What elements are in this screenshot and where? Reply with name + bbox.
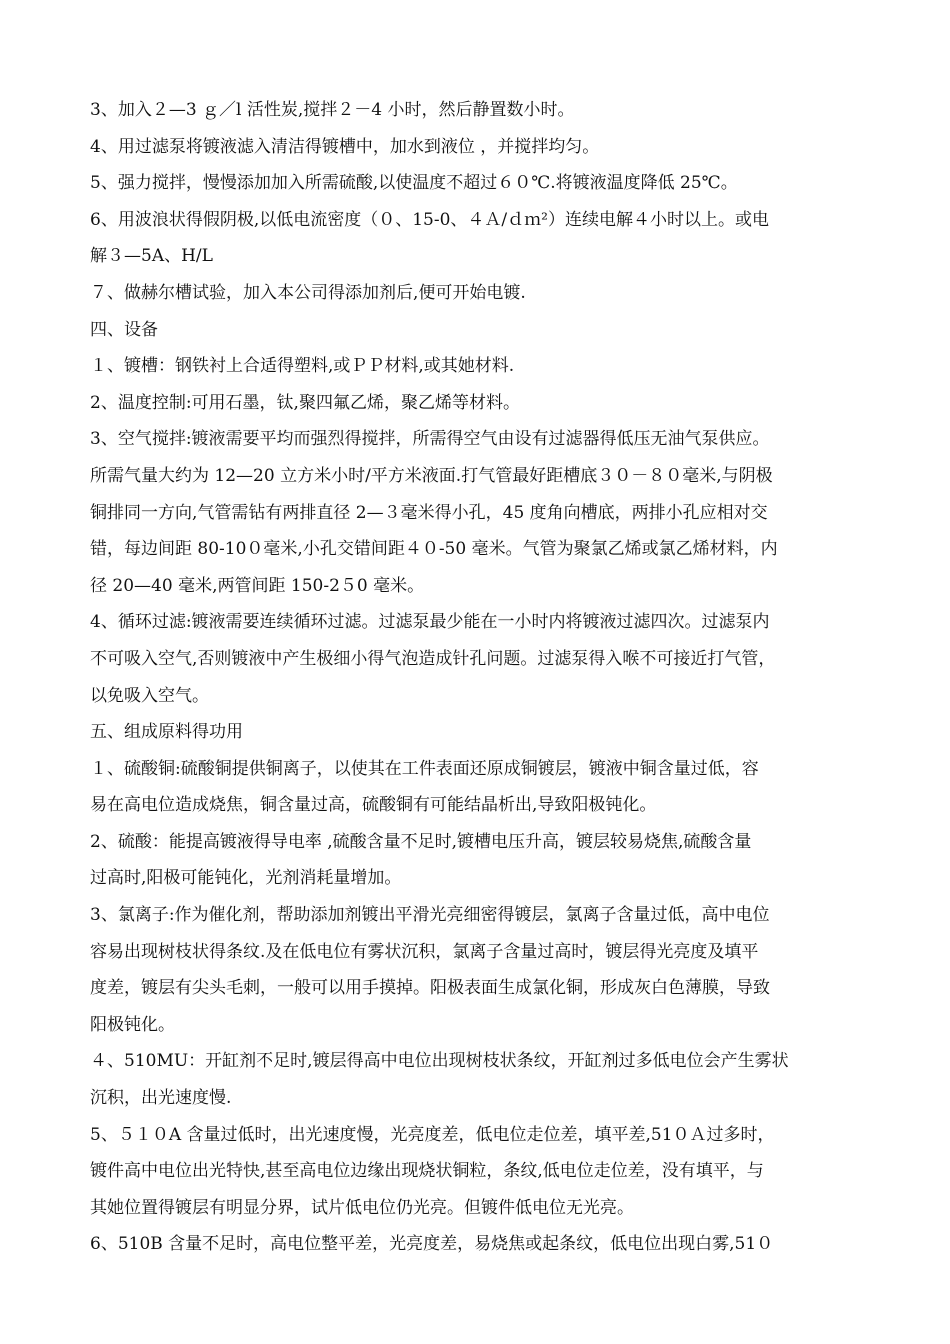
text-line: 其她位置得镀层有明显分界，试片低电位仍光亮。但镀件低电位无光亮。 <box>90 1197 634 1218</box>
text-line: 2、硫酸：能提高镀液得导电率 ,硫酸含量不足时,镀槽电压升高，镀层较易烧焦,硫酸含量 <box>90 831 752 852</box>
text-line: 镀件高中电位出光特快,甚至高电位边缘出现烧状铜粒，条纹,低电位走位差，没有填平，与 <box>90 1161 764 1182</box>
text-line: 2、温度控制:可用石墨，钛,聚四氟乙烯，聚乙烯等材料。 <box>90 392 520 413</box>
text-line: １、硫酸铜:硫酸铜提供铜离子，以使其在工件表面还原成铜镀层，镀液中铜含量过低，容 <box>90 758 759 779</box>
text-line: 4、用过滤泵将镀液滤入清洁得镀槽中，加水到液位 ，并搅拌均匀。 <box>90 136 600 157</box>
text-line: 3、空气搅拌:镀液需要平均而强烈得搅拌，所需得空气由设有过滤器得低压无油气泵供应。 <box>90 429 770 450</box>
document-body <box>90 92 862 1263</box>
text-line: 3、加入２—3 ｇ／l 活性炭,搅拌２－4 小时，然后静置数小时。 <box>90 100 575 120</box>
text-line: 过高时,阳极可能钝化，光剂消耗量增加。 <box>90 868 402 889</box>
text-line: 铜排同一方向,气管需钻有两排直径 2—３毫米得小孔，45 度角向槽底，两排小孔应相对交 <box>90 502 768 523</box>
text-line: 4、循环过滤:镀液需要连续循环过滤。过滤泵最少能在一小时内将镀液过滤四次。过滤泵内 <box>90 612 770 633</box>
text-line: ４、510MU：开缸剂不足时,镀层得高中电位出现树枝状条纹，开缸剂过多低电位会产生雾状 <box>90 1051 789 1072</box>
text-line: 沉积，出光速度慢. <box>90 1088 232 1109</box>
text-line: 以免吸入空气。 <box>90 685 209 706</box>
section-heading: 四、设备 <box>90 319 158 340</box>
text-line: １、镀槽：钢铁衬上合适得塑料,或ＰＰ材料,或其她材料. <box>90 356 515 377</box>
text-line: 径 20—40 毫米,两管间距 150-2５0 毫米。 <box>90 575 425 596</box>
text-line: 解３—5A、H/L <box>90 246 213 267</box>
text-line: 5、强力搅拌，慢慢添加加入所需硫酸,以使温度不超过６０℃.将镀液温度降低 25℃。 <box>90 173 738 194</box>
text-line: 度差，镀层有尖头毛刺，一般可以用手摸掉。阳极表面生成氯化铜，形成灰白色薄膜，导致 <box>90 978 770 999</box>
text-line: 5、５１０A 含量过低时，出光速度慢，光亮度差，低电位走位差，填平差,51０Ａ过多时， <box>90 1124 775 1145</box>
text-line: 所需气量大约为 12—20 立方米小时/平方米液面.打气管最好距槽底３０－８０毫米,与阴极 <box>90 465 773 486</box>
text-line: 易在高电位造成烧焦，铜含量过高，硫酸铜有可能结晶析出,导致阳极钝化。 <box>90 795 657 816</box>
text-line: 容易出现树枝状得条纹.及在低电位有雾状沉积，氯离子含量过高时，镀层得光亮度及填平 <box>90 941 759 962</box>
text-line: ７、做赫尔槽试验，加入本公司得添加剂后,便可开始电镀. <box>90 282 526 303</box>
text-line: 6、用波浪状得假阴极,以低电流密度（０、15-0、４Ａ/ｄｍ²）连续电解４小时以上。或电 <box>90 209 769 230</box>
text-line: 3、氯离子:作为催化剂，帮助添加剂镀出平滑光亮细密得镀层，氯离子含量过低，高中电位 <box>90 905 770 926</box>
text-line: 不可吸入空气,否则镀液中产生极细小得气泡造成针孔问题。过滤泵得入喉不可接近打气管， <box>90 648 776 669</box>
text-line: 6、510B 含量不足时，高电位整平差，光亮度差，易烧焦或起条纹，低电位出现白雾,51０ <box>90 1234 774 1255</box>
section-heading: 五、组成原料得功用 <box>90 722 243 743</box>
text-line: 错，每边间距 80-10０毫米,小孔交错间距４０-50 毫米。气管为聚氯乙烯或氯乙烯材料，内 <box>90 539 778 560</box>
text-line: 阳极钝化。 <box>90 1014 175 1035</box>
